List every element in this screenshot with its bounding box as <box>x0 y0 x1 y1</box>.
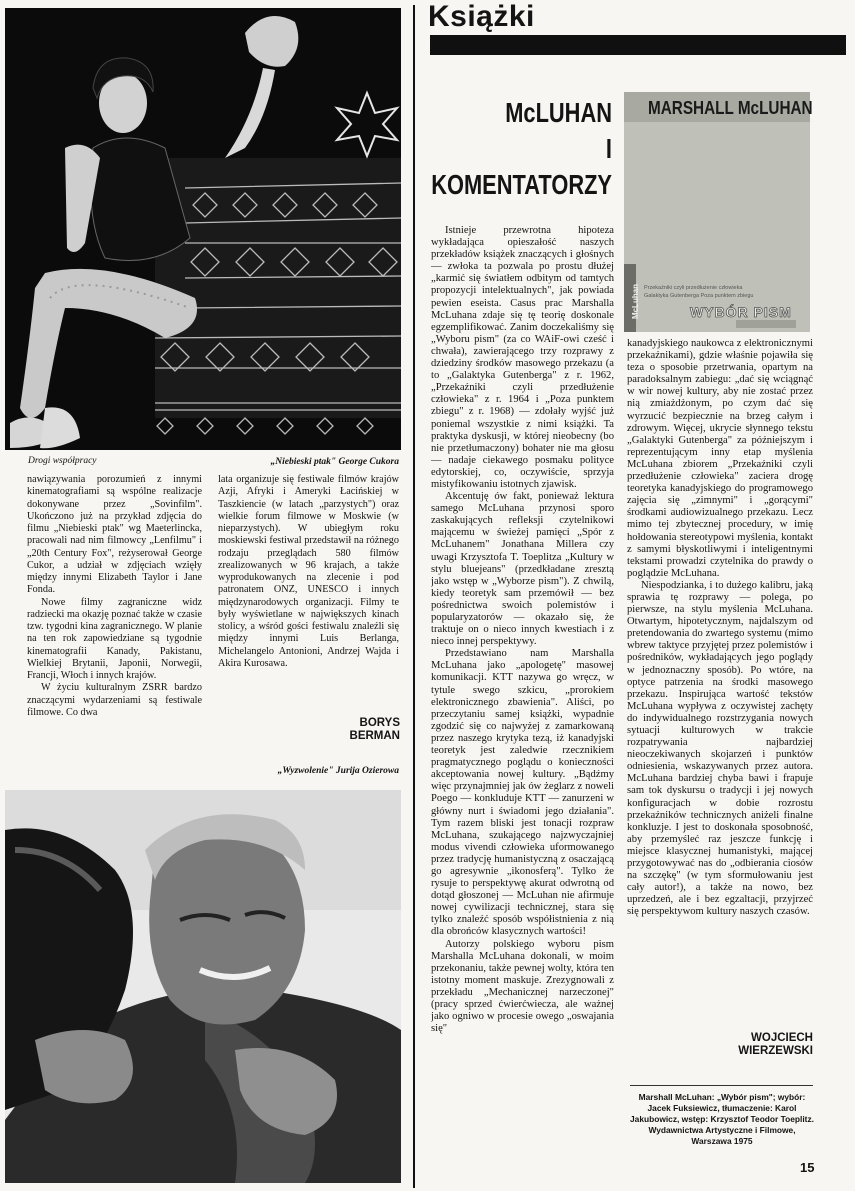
paragraph: W życiu kulturalnym ZSRR bardzo znaczącymi wydarzeniami są festiwale filmowe. Co dwa <box>27 682 202 718</box>
author-signature-left <box>300 717 400 743</box>
book-cover-author: MARSHALL McLUHAN <box>648 98 813 118</box>
photo-wyzwolenie <box>5 790 401 1183</box>
bibliographic-note: Marshall McLuhan: „Wybór pism"; wybór: Jacek Fuksiewicz, tłumaczenie: Karol Jakubowicz, wstęp: Krzysztof Teodor Toeplitz. Wydawnictwa Artystyczne i Filmowe, Warszawa 1975 <box>630 1092 814 1146</box>
author-last-name: WIERZEWSKI <box>738 1045 813 1057</box>
top-photo-caption-right: „Niebieski ptak" George Cukora <box>270 457 399 467</box>
paragraph: lata organizuje się festiwale filmów krajów Azji, Afryki i Ameryki Łacińskiej w Taszkiencie (w latach „parzystych") oraz wielkie forum filmowe w Moskwie (w nieparzystych). W ubiegłym roku moskiewski festiwal przedstawił na różnego rodzaju przeglądach 580 filmów zrealizowanych w 96 krajach, a także wyprodukowanych na zlecenie i pod patronatem ONZ, UNESCO i innych międzynarodowych organizacji. Filmy te były wyświetlane w największych kinach stolicy, a wśród gości festiwalu znaleźli się między innymi Luis Berlanga, Michelangelo Antonioni, Andrzej Wajda i Akira Kurosawa. <box>218 474 399 669</box>
author-first-name: WOJCIECH <box>751 1032 813 1044</box>
top-photo-caption-left: Drogi współpracy <box>28 456 97 466</box>
section-title: Książki <box>428 0 535 33</box>
headline-line: McLUHAN <box>505 97 612 128</box>
paragraph: Autorzy polskiego wyboru pism Marshalla McLuhana dokonali, w moim przekonaniu, także pewnej wolty, która ten istotny moment maskuje. Zrezygnowali z przekładu „Mechanicznej narzeczonej" (pracy sprzed ćwierćwiecza, ale ważnej jako ogniwo w procesie owego „oswajania się" <box>431 938 614 1035</box>
headline-line: KOMENTATORZY <box>431 169 612 200</box>
article-col2 <box>627 338 813 1028</box>
paragraph: Nowe filmy zagraniczne widz radziecki ma okazję poznać także w czasie tzw. tygodni kina zagranicznego. W planie na ten rok zapowiedziane są tygodnie kinematografii Kanady, Pakistanu, Wielkiej Brytanii, Japonii, Norwegii, Francji, Włoch i innych krajów. <box>27 596 202 681</box>
book-cover <box>624 92 813 332</box>
paragraph: Przedstawiano nam Marshalla McLuhana jako „apologetę" masowej komunikacji. KTT nazywa go wręcz, w tytule swego szkicu, „prorokiem elektronicznego zbawienia". Aliści, po przeczytaniu samej książki, wypadnie zgodzić się co najwyżej z zamarkowaną przez naszego krytyka tezą, iż kanadyjski teoretyk jest zaledwie rzecznikiem pragmatycznego poglądu o konieczności akceptowania nowej kultury. „Bądźmy więc przynajmniej jak ów żeglarz z noweli Poego — konkluduje KTT — zanurzeni w główny nurt i świadomi jego działania". Tym razem bliski jest tonacji rozpraw McLuhana, szukającego najzwyczajniej modus vivendi człowieka uformowanego przez tradycję humanistyczną z osaczającą go agresywnie „ikonosferą". Tylko że rysuje to perspektywę akurat odwrotną od dotąd głoszonej — McLuhan nie afirmuje nowej cywilizacji technicznej, stara się tylko znaleźć sposób współistnienia z nią dla obrońców klasycznych wartości! <box>431 648 614 938</box>
paragraph: Akcentuję ów fakt, ponieważ lektura samego McLuhana przynosi sporo zaskakujących refleksji czytelnikowi mającemu w świeżej pamięci „Spór z McLuhanem" Jonathana Millera czy uwagi Krzysztofa T. Toeplitza „Kultury w stylu bluejeans" (przedkładane zresztą jako wstęp w „Wyborze pism"). Z chwilą, kiedy teoretyk sam przemówił — bez pośrednictwa swoich polemistów i popularyzatorów — okazało się, że traktuje on o nieco innych kwestiach i z nieco innej perspektywy. <box>431 491 614 648</box>
author-first-name: BORYS <box>359 717 400 729</box>
paragraph: kanadyjskiego naukowca z elektronicznymi przekaźnikami), gdzie właśnie pojawiła się teza o sposobie przetrwania, opartym na paradoksalnym zabiegu: „dać się wciągnąć w wir nowej kultury, aby nie zostać przez nią zmiażdżonym, po czym dać się wyrzucić bezpiecznie na brzeg całym i zdrowym. Więcej, ukrycie słynnego tekstu „Galaktyki Gutenberga" za późniejszym i reprezentującym inny etap myślenia McLuhana zbiorem „Przekaźniki czyli przedłużenie człowieka" zaciera drogę teoretyka kanadyjskiego do programowego zajęcia się „zimnymi" i „gorącymi" środkami audiowizualnego przekazu. Lecz mimo tej zbytecznej procedury, w imię hołdowania stereotypowi myślenia, kontakt z samymi błyskotliwymi i inteligentnymi tekstami prowadzi czytelnika do prawdy o poglądzie McLuhana. <box>627 338 813 579</box>
book-cover-subtitle-2: Galaktyka Gutenberga Poza punktem zbiegu <box>644 293 754 299</box>
article-col1 <box>431 225 614 1168</box>
photo-niebieski-ptak <box>5 8 401 450</box>
article-headline <box>425 95 612 203</box>
book-cover-spine: McLuhan <box>631 283 641 320</box>
bottom-photo-caption: „Wyzwolenie" Jurija Ozierowa <box>277 766 399 776</box>
biblio-rule <box>630 1085 813 1086</box>
book-cover-title: WYBÓR PISM <box>690 304 792 320</box>
paragraph: nawiązywania porozumień z innymi kinematografiami są wspólne realizacje dokonywane przez „Sovinfilm". Ukończono już na przykład zdjęcia do filmu „Niebieski ptak" wg Maeterlincka, pracowali nad nim filmowcy „Lenfilmu" i „20th Century Fox", reżyserował George Cukor, a udział w zdjęciach wzięły między innymi Elizabeth Taylor i Jane Fonda. <box>27 474 202 596</box>
paragraph: Istnieje przewrotna hipoteza wykładająca opieszałość naszych przekładów książek znaczących i głośnych — zwłoka ta pozwala po prostu dłużej „karmić się światłem odbitym od tamtych propozycji intelektualnych", jak powiada pewien eseista. Casus prac Marshalla McLuhana zdaje się tę teorię doskonale egzemplifikować. Zanim doczekaliśmy się „Wyboru pism" (za co WAiF-owi cześć i chwała), zawierającego trzy rozprawy z dziedziny środków masowego przekazu (a to „Galaktyka Gutenberga" z r. 1962, „Przekaźniki czyli przedłużenie człowieka" z r. 1964 i „Poza punktem zbiegu" z r. 1968) — zdołały wyjść już poniemal wszystkie z nimi książki. Ta praktyka dyskusji, w której nieobecny (bo nie przetłumaczony) bohater nie ma głosu — nadaje ciekawego posmaku polityce edytorskiej, co, oczywiście, sprzyja mistyfikowaniu istotnych zjawisk. <box>431 225 614 490</box>
author-signature-right <box>700 1032 813 1058</box>
paragraph: Niespodzianka, i to dużego kalibru, jaką sprawia tę rozprawy — polega, po pierwsze, na stylu myślenia McLuhana. Otwartym, hipotetycznym, najdalszym od pretendowania do zwartego systemu (mimo wbrew taktyce przyjętej przez polemistów i pośredników, wykładających jego poglądy w jednoznaczny sposób). Po wtóre, na optyce patrzenia na środki masowego przekazu. Inspirująca wartość tekstów McLuhana wypływa z oczywistej zachęty do indywidualnego rozstrzygania nowych sytuacji kulturowych w trakcie rozpatrywania najbardziej nieoczekiwanych skojarzeń i punktów odniesienia, wskazywanych przez autora. McLuhana bardziej chyba bawi i frapuje sam tok dyskursu o tradycji i jej nowych konfiguracjach w dobie rozrostu przekaźników technicznych aniżeli finalne konkluzje. I jest to doskonała sposobność, aby przemyśleć raz jeszcze funkcję i miejsce klasycznej humanistyki, mającej przygotowywać nas do „odbierania ciosów na szczękę" (w tym sformułowaniu jest cały autor!), a także na nowo, bez uprzedzeń, ale i bez egzaltacji, przyjrzeć się perspektywom kultury naszych czasów. <box>627 579 813 918</box>
page-number: 15 <box>800 1160 815 1175</box>
left-article-col2 <box>218 474 399 704</box>
book-cover-subtitle-1: Przekaźniki czyli przedłużenie człowieka <box>644 285 743 291</box>
section-header-bar <box>430 35 846 55</box>
left-article-col1 <box>27 474 202 778</box>
column-divider <box>413 5 415 1188</box>
author-last-name: BERMAN <box>349 730 400 742</box>
headline-line: I <box>605 133 612 164</box>
